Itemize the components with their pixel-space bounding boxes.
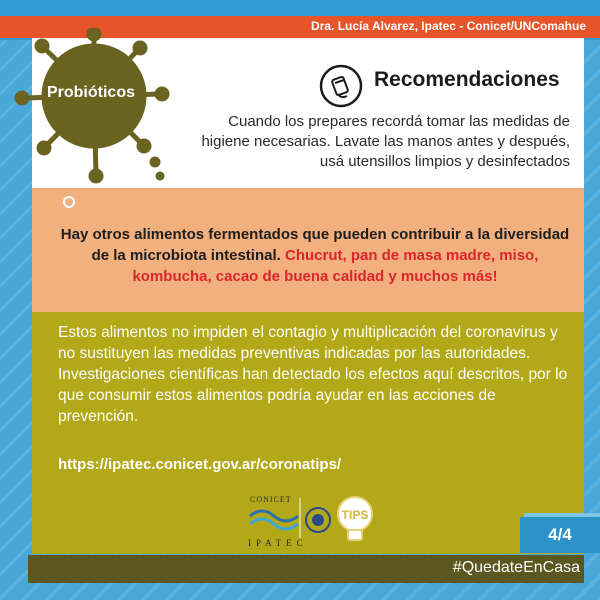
topic-badge-label: Probióticos: [46, 84, 135, 101]
recommendations-text: Cuando los prepares recordá tomar las medidas de higiene necesarias. Lavate las manos antes y después, usá utensillos limpios y desinfectados: [201, 113, 570, 170]
virus-icon: [10, 28, 180, 198]
fermented-foods-intro: Hay otros alimentos fermentados que pueden contribuir a la diversidad de la microbiota intestinal.: [60, 226, 570, 264]
bullet-circle: [63, 196, 75, 208]
hashtag-label: #QuedateEnCasa: [452, 559, 580, 576]
fermented-foods-text: [60, 224, 570, 287]
fermented-foods-examples: Chucrut, pan de masa madre, miso, kombucha, cacao de buena calidad y muchos más!: [132, 247, 539, 285]
recommendations-title: Recomendaciones: [374, 68, 560, 91]
hand-sanitizer-icon: [318, 63, 364, 109]
tips-logo-text: TIPS: [341, 508, 369, 522]
tips-lightbulb-icon: [334, 494, 376, 546]
coronatips-link[interactable]: https://ipatec.conicet.gov.ar/coronatips/: [58, 456, 342, 473]
conicet-logo-text: CONICET: [250, 495, 292, 504]
author-credit: Dra. Lucía Alvarez, Ipatec - Conicet/UNComahue: [311, 19, 586, 33]
page-indicator: 4/4: [520, 517, 600, 553]
ipatec-logo-text: IPATEC: [248, 538, 308, 548]
disclaimer-text: Estos alimentos no impiden el contagio y multiplicación del coronavirus y no sustituyen las medidas preventivas indicadas por las autoridades. Investigaciones científicas han detectado los efectos aquí descritos, por lo que consumir estos alimentos podría ayudar en las acciones de prevención.: [58, 324, 568, 425]
